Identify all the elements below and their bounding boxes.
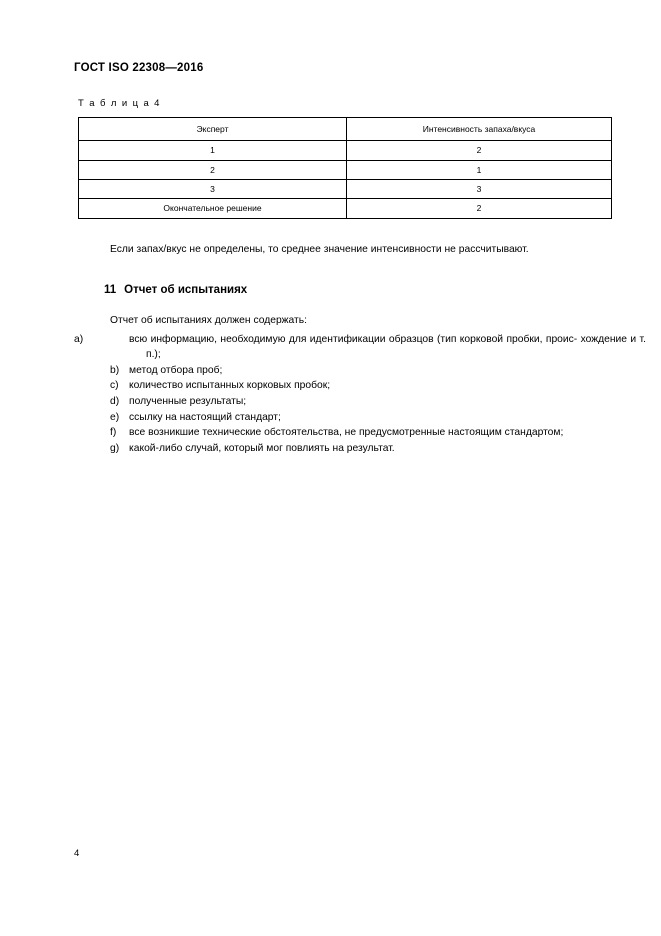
table-cell-expert: 1 — [79, 141, 347, 160]
list-item-text: какой-либо случай, который мог повлиять на результат. — [129, 443, 395, 455]
section-number: 11 — [104, 283, 117, 296]
section-heading — [104, 284, 614, 296]
list-item — [74, 332, 646, 363]
page-content — [74, 62, 646, 457]
table-row — [79, 160, 612, 179]
table-column-header-expert: Эксперт — [79, 118, 347, 141]
list-item-marker: c) — [110, 380, 119, 392]
list-item-marker: d) — [110, 396, 120, 408]
table-cell-intensity: 1 — [347, 160, 612, 179]
table-cell-expert: 2 — [79, 160, 347, 179]
list-item-marker: g) — [110, 443, 120, 455]
table-column-header-intensity: Интенсивность запаха/вкуса — [347, 118, 612, 141]
table-cell-expert: 3 — [79, 180, 347, 199]
table-caption: Т а б л и ц а 4 — [78, 98, 161, 109]
table-cell-intensity: 2 — [347, 141, 612, 160]
list-item — [110, 363, 614, 379]
list-item — [110, 378, 614, 394]
table-row — [79, 180, 612, 199]
table-cell-intensity: 3 — [347, 180, 612, 199]
list-item-marker: f) — [110, 427, 117, 439]
list-item — [110, 394, 614, 410]
list-item-marker: e) — [110, 411, 120, 423]
table-header-row — [79, 118, 612, 141]
document-standard-header: ГОСТ ISO 22308—2016 — [74, 62, 204, 74]
table-row — [79, 199, 612, 218]
list-item-text: количество испытанных корковых пробок; — [129, 380, 331, 392]
table-cell-expert: Окончательное решение — [79, 199, 347, 218]
table-cell-intensity: 2 — [347, 199, 612, 218]
list-item-text: всю информацию, необходимую для идентификации образцов (тип корковой пробки, проис- хождение и т. п.); — [129, 333, 646, 361]
section-title-text: Отчет об испытаниях — [124, 283, 248, 296]
report-requirements-list — [74, 332, 646, 457]
list-item-text: полученные результаты; — [129, 396, 247, 408]
list-item-text: ссылку на настоящий стандарт; — [129, 411, 281, 423]
list-item-text: метод отбора проб; — [129, 364, 223, 376]
table-note-paragraph: Если запах/вкус не определены, то среднее значение интенсивности не рассчитывают. — [110, 243, 529, 255]
section-intro-paragraph: Отчет об испытаниях должен содержать: — [110, 314, 307, 326]
page-number: 4 — [74, 848, 80, 859]
list-item-marker: a) — [74, 333, 84, 345]
list-item-text: все возникшие технические обстоятельства, не предусмотренные настоящим стандартом; — [129, 427, 564, 439]
list-item — [110, 425, 614, 441]
list-item-marker: b) — [110, 364, 120, 376]
list-item — [110, 441, 614, 457]
table-row — [79, 141, 612, 160]
list-item — [110, 410, 614, 426]
expert-intensity-table — [78, 117, 612, 219]
